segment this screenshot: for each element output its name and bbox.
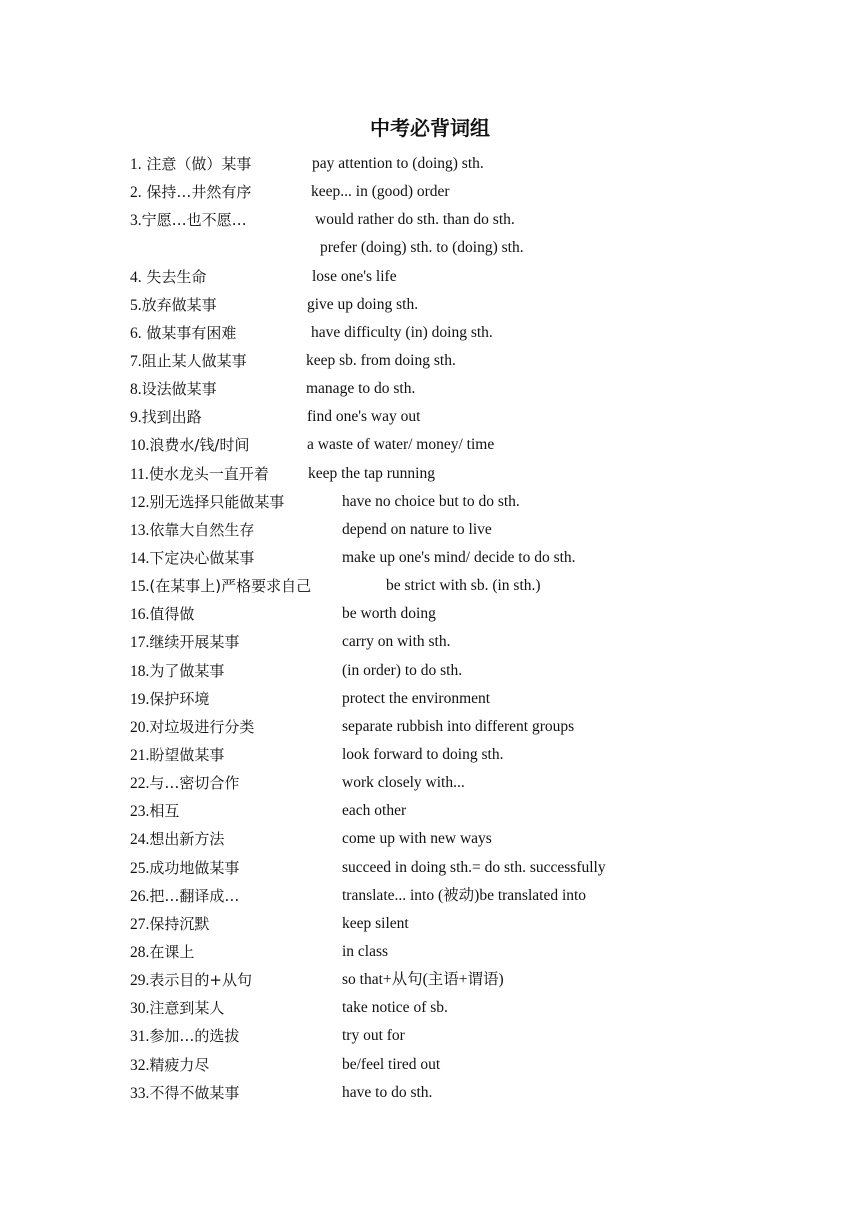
item-number: 13. <box>130 521 150 539</box>
chinese-phrase: 想出新方法 <box>149 830 225 849</box>
english-phrase: be/feel tired out <box>342 1055 441 1073</box>
english-phrase: find one's way out <box>307 408 421 426</box>
item-number: 23. <box>130 803 150 821</box>
item-number: 24. <box>130 831 150 849</box>
list-item <box>130 208 770 236</box>
english-phrase: would rather do sth. than do sth. <box>315 211 515 229</box>
list-item <box>130 884 770 912</box>
chinese-phrase: 继续开展某事 <box>149 633 240 652</box>
item-number: 30. <box>130 1000 150 1018</box>
english-phrase: manage to do sth. <box>306 380 416 398</box>
list-item <box>130 349 770 377</box>
list-item <box>130 1024 770 1052</box>
english-phrase: succeed in doing sth.= do sth. successfully <box>342 858 606 876</box>
item-number: 22. <box>130 775 150 793</box>
chinese-phrase: 下定决心做某事 <box>149 548 255 567</box>
item-number: 15. <box>130 578 150 596</box>
english-phrase: keep... in (good) order <box>311 183 450 201</box>
item-number: 19. <box>130 690 150 708</box>
item-number: 5. <box>130 296 142 314</box>
item-number: 11. <box>130 465 149 483</box>
list-item <box>130 236 770 264</box>
list-item <box>130 180 770 208</box>
list-item <box>130 321 770 349</box>
english-phrase: (in order) to do sth. <box>342 661 463 679</box>
chinese-phrase: 放弃做某事 <box>141 295 217 314</box>
item-number: 9. <box>130 409 142 427</box>
item-number: 26. <box>130 887 150 905</box>
list-item <box>130 574 770 602</box>
list-item <box>130 940 770 968</box>
english-phrase: take notice of sb. <box>342 999 448 1017</box>
phrase-list <box>130 152 770 1109</box>
list-item <box>130 912 770 940</box>
english-phrase: come up with new ways <box>342 830 492 848</box>
english-phrase: prefer (doing) sth. to (doing) sth. <box>320 239 524 257</box>
english-phrase: depend on nature to live <box>342 520 492 538</box>
english-phrase: in class <box>342 942 389 960</box>
list-item <box>130 659 770 687</box>
english-phrase: a waste of water/ money/ time <box>307 436 495 454</box>
list-item <box>130 996 770 1024</box>
list-item <box>130 968 770 996</box>
chinese-phrase: (在某事上)严格要求自己 <box>149 577 312 596</box>
chinese-phrase: 参加…的选拔 <box>149 1027 240 1046</box>
english-phrase: pay attention to (doing) sth. <box>312 155 484 172</box>
item-number: 21. <box>130 746 150 764</box>
english-phrase: give up doing sth. <box>307 295 419 313</box>
item-number: 33. <box>130 1084 150 1102</box>
english-phrase: translate... into (被动)be translated into <box>342 886 587 904</box>
chinese-phrase: 成功地做某事 <box>149 858 240 877</box>
english-phrase: so that+从句(主语+谓语) <box>342 971 504 989</box>
english-phrase: keep the tap running <box>308 464 435 482</box>
english-phrase: protect the environment <box>342 689 491 707</box>
item-number: 8. <box>130 381 142 399</box>
chinese-phrase: 表示目的+从句 <box>149 971 252 990</box>
list-item <box>130 1053 770 1081</box>
page-title: 中考必背词组 <box>370 116 490 140</box>
chinese-phrase: 依靠大自然生存 <box>149 520 255 539</box>
item-number: 3. <box>130 212 142 230</box>
english-phrase: separate rubbish into different groups <box>342 717 575 735</box>
chinese-phrase: 做某事有困难 <box>141 323 237 342</box>
chinese-phrase: 值得做 <box>149 605 195 624</box>
list-item <box>130 743 770 771</box>
chinese-phrase: 把…翻译成… <box>149 886 240 905</box>
item-number: 6. <box>130 324 142 342</box>
list-item <box>130 265 770 293</box>
list-item <box>130 1081 770 1109</box>
item-number: 7. <box>130 352 142 370</box>
chinese-phrase: 注意到某人 <box>149 999 225 1018</box>
english-phrase: each other <box>342 802 407 820</box>
list-item <box>130 152 770 180</box>
list-item <box>130 405 770 433</box>
list-item <box>130 827 770 855</box>
chinese-phrase: 与…密切合作 <box>149 774 240 793</box>
chinese-phrase: 失去生命 <box>141 267 207 286</box>
item-number: 27. <box>130 915 150 933</box>
item-number: 12. <box>130 493 150 511</box>
chinese-phrase: 为了做某事 <box>149 661 225 680</box>
item-number: 4. <box>130 268 142 286</box>
item-number: 25. <box>130 859 150 877</box>
list-item <box>130 630 770 658</box>
english-phrase: be worth doing <box>342 605 436 623</box>
chinese-phrase: 设法做某事 <box>141 380 217 399</box>
item-number: 10. <box>130 437 150 455</box>
chinese-phrase: 找到出路 <box>141 408 202 427</box>
list-item <box>130 602 770 630</box>
chinese-phrase: 保护环境 <box>149 689 210 708</box>
chinese-phrase: 宁愿…也不愿… <box>141 211 247 230</box>
english-phrase: have difficulty (in) doing sth. <box>311 323 493 341</box>
chinese-phrase: 浪费水/钱/时间 <box>149 436 250 455</box>
english-phrase: lose one's life <box>312 267 397 285</box>
list-item <box>130 546 770 574</box>
english-phrase: carry on with sth. <box>342 633 451 651</box>
item-number: 29. <box>130 972 150 990</box>
item-number: 20. <box>130 718 150 736</box>
chinese-phrase: 别无选择只能做某事 <box>149 492 285 511</box>
chinese-phrase: 相互 <box>149 802 180 821</box>
list-item <box>130 377 770 405</box>
english-phrase: keep sb. from doing sth. <box>306 351 456 369</box>
chinese-phrase: 保持沉默 <box>149 914 210 933</box>
chinese-phrase: 阻止某人做某事 <box>141 351 247 370</box>
chinese-phrase: 保持…井然有序 <box>141 183 252 202</box>
english-phrase: try out for <box>342 1027 405 1045</box>
chinese-phrase: 使水龙头一直开着 <box>148 464 269 483</box>
item-number: 14. <box>130 549 150 567</box>
chinese-phrase: 不得不做某事 <box>149 1083 240 1102</box>
list-item <box>130 715 770 743</box>
list-item <box>130 799 770 827</box>
english-phrase: be strict with sb. (in sth.) <box>386 577 541 595</box>
list-item <box>130 433 770 461</box>
english-phrase: have to do sth. <box>342 1083 433 1101</box>
item-number: 18. <box>130 662 150 680</box>
list-item <box>130 518 770 546</box>
list-item <box>130 293 770 321</box>
list-item <box>130 462 770 490</box>
item-number: 2. <box>130 184 142 202</box>
chinese-phrase: 盼望做某事 <box>149 745 225 764</box>
chinese-phrase: 注意（做）某事 <box>141 155 252 173</box>
list-item <box>130 856 770 884</box>
list-item <box>130 771 770 799</box>
english-phrase: keep silent <box>342 914 409 932</box>
item-number: 1. <box>130 156 142 173</box>
list-item <box>130 490 770 518</box>
chinese-phrase: 对垃圾进行分类 <box>149 717 255 736</box>
item-number: 17. <box>130 634 150 652</box>
english-phrase: have no choice but to do sth. <box>342 492 520 510</box>
chinese-phrase: 在课上 <box>149 942 195 961</box>
list-item <box>130 687 770 715</box>
item-number: 32. <box>130 1056 150 1074</box>
english-phrase: look forward to doing sth. <box>342 745 504 763</box>
english-phrase: make up one's mind/ decide to do sth. <box>342 548 576 566</box>
item-number: 28. <box>130 943 150 961</box>
chinese-phrase: 精疲力尽 <box>149 1055 210 1074</box>
item-number: 16. <box>130 606 150 624</box>
item-number: 31. <box>130 1028 150 1046</box>
english-phrase: work closely with... <box>342 774 465 792</box>
